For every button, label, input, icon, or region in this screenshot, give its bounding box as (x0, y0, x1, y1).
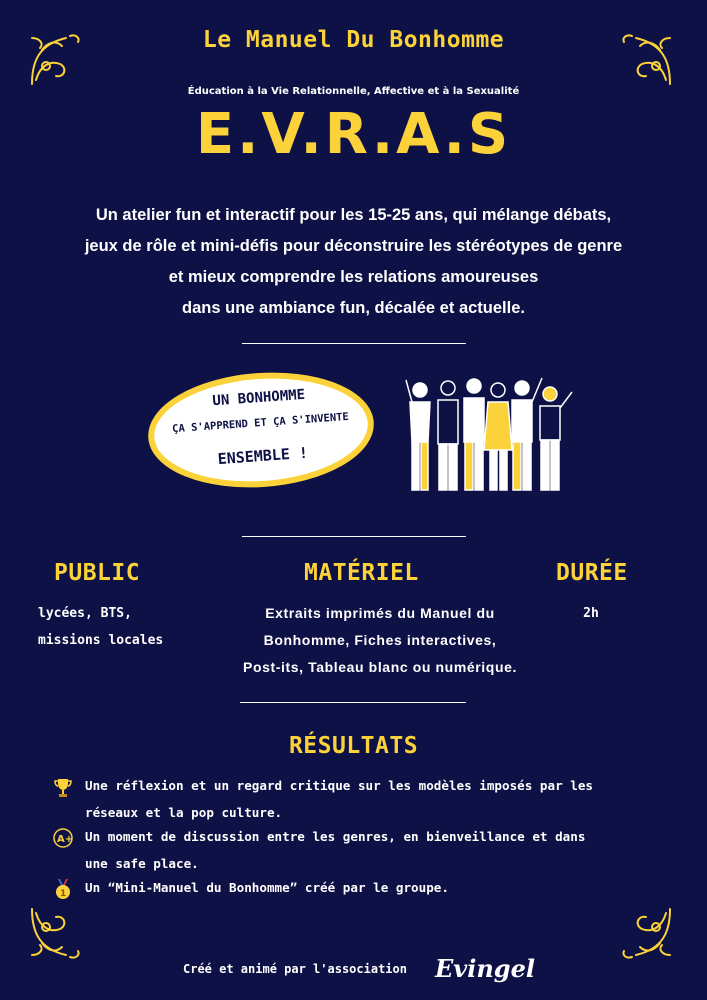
divider (240, 702, 466, 703)
result-line: Une réflexion et un regard critique sur les modèles imposés par les (85, 778, 593, 793)
trophy-icon (52, 776, 74, 798)
svg-text:1: 1 (60, 889, 67, 899)
result-line: Un moment de discussion entre les genres, en bienveillance et dans (85, 829, 586, 844)
materiel-line: Bonhomme, Fiches interactives, (263, 632, 497, 648)
result-line: une safe place. (85, 856, 199, 871)
intro-line: jeux de rôle et mini-défis pour déconstruire les stéréotypes de genre (84, 237, 623, 255)
public-heading: PUBLIC (54, 560, 141, 586)
public-line: lycées, BTS, (38, 606, 132, 621)
public-line: missions locales (38, 633, 164, 648)
duree-line: 2h (583, 606, 599, 621)
footer-credit: Créé et animé par l'association (183, 962, 407, 976)
a-plus-icon (52, 827, 74, 849)
intro-line: et mieux comprendre les relations amoureuses (168, 268, 539, 286)
medal-icon (52, 878, 74, 900)
corner-ornament-bottom-left (26, 903, 86, 963)
materiel-text (210, 600, 550, 681)
bubble-text (142, 362, 380, 498)
duree-text (556, 600, 626, 627)
evingel-logo: Evingel (435, 954, 535, 983)
result-line: réseaux et la pop culture. (85, 805, 283, 820)
materiel-line: Post-its, Tableau blanc ou numérique. (243, 659, 517, 675)
bubble-line-1: UN BONHOMME (211, 386, 306, 410)
results-heading: RÉSULTATS (288, 733, 419, 759)
slogan-bubble (146, 370, 376, 490)
group-of-people-illustration (392, 372, 582, 502)
divider (242, 536, 466, 537)
intro-line: dans une ambiance fun, décalée et actuelle. (182, 299, 525, 317)
bubble-line-2: ÇA S'APPREND ET ÇA S'INVENTE (171, 410, 350, 436)
svg-text:A+: A+ (57, 834, 74, 845)
public-text (38, 600, 218, 654)
result-line: Un “Mini-Manuel du Bonhomme” créé par le groupe. (85, 880, 449, 895)
divider (242, 343, 466, 344)
evras-acronym: E.V.R.A.S (195, 102, 512, 167)
intro-line: Un atelier fun et interactif pour les 15-25 ans, qui mélange débats, (95, 206, 612, 224)
intro-paragraph (20, 200, 687, 324)
bubble-line-3: ENSEMBLE ! (217, 443, 309, 469)
poster-subtitle: Éducation à la Vie Relationnelle, Affective et à la Sexualité (187, 86, 520, 97)
materiel-line: Extraits imprimés du Manuel du (265, 605, 495, 621)
corner-ornament-bottom-right (616, 903, 676, 963)
poster-title: Le Manuel Du Bonhomme (202, 27, 505, 53)
materiel-heading: MATÉRIEL (304, 560, 419, 586)
footer (0, 954, 707, 988)
duree-heading: DURÉE (556, 560, 628, 586)
